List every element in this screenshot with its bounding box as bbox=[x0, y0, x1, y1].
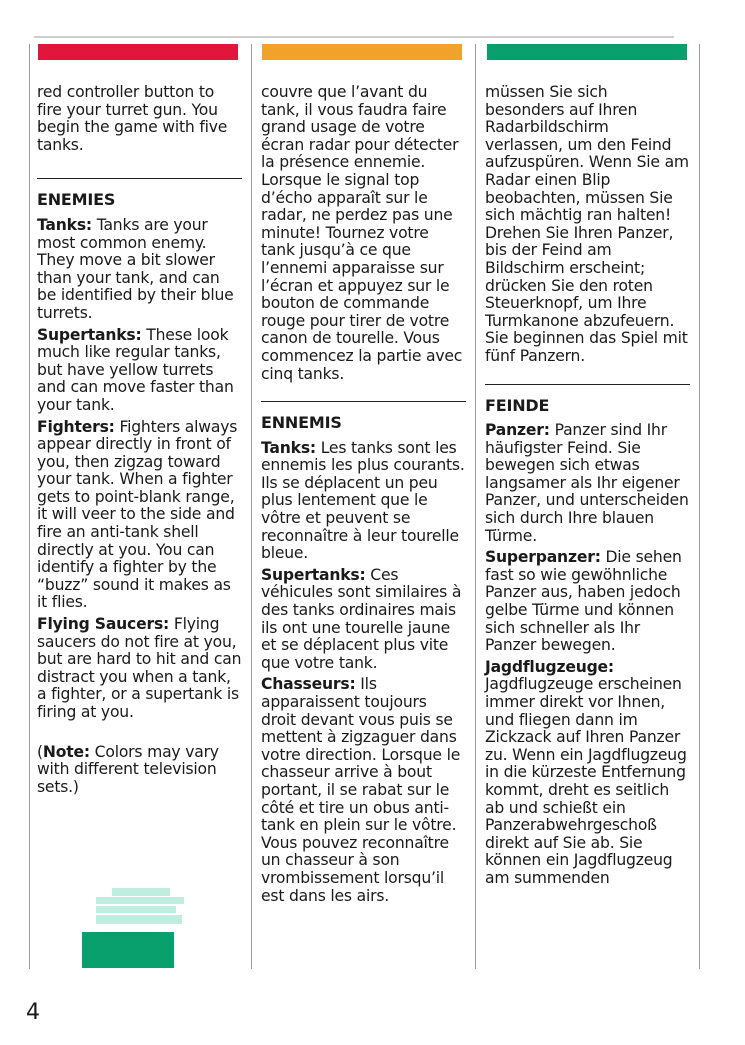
entry-supertanks-fr bbox=[261, 567, 466, 673]
note-text: Colors may vary with different television sets.) bbox=[37, 742, 219, 796]
german-intro: müssen Sie sich besonders auf Ihren Radarbildschirm verlassen, um den Feind aufzuspüren. Wenn Sie am Radar einen Blip beobachten, müssen Sie sich mächtig ran halten! Drehen Sie Ihren Panzer, bis der Feind am Bildschirm erscheint; drücken Sie den roten Steuerknopf, um Ihre Turmkanone abzufeuern. Sie beginnen das Spiel mit fünf Panzern. bbox=[485, 83, 689, 365]
french-column bbox=[261, 84, 466, 905]
entry-tanks-fr bbox=[261, 440, 466, 563]
entry-text: Jagdflugzeuge erscheinen immer direkt vor Ihnen, und fliegen dann im Zickzack auf Ihren Panzer zu. Wenn ein Jagdflugzeug in die kürzeste Entfernung kommt, dreht es seitlich ab und schießt ein Panzerabwehrgeschoß direkt auf Sie ab. Sie können ein Jagdflugzeug am summenden bbox=[485, 675, 687, 887]
entry-term: Tanks: bbox=[261, 438, 316, 457]
column-divider bbox=[29, 44, 30, 969]
entry-supertanks bbox=[37, 327, 242, 415]
entry-term: Flying Saucers: bbox=[37, 615, 170, 634]
column-divider bbox=[475, 44, 476, 969]
entry-text: Tanks are your most common enemy. They move a bit slower than your tank, and can be identified by their blue turrets. bbox=[37, 215, 234, 322]
column-divider bbox=[699, 44, 700, 969]
tank-illustration bbox=[82, 888, 202, 968]
top-rule bbox=[34, 36, 674, 38]
entry-text: Ils apparaissent toujours droit devant vous puis se mettent à zigzaguer dans votre direction. Lorsque le chasseur arrive à bout portant, il se rabat sur le côté et tire un obus anti-tank en plein sur le vôtre. Vous pouvez reconnaître un chasseur à son vrombissement lorsqu’il est dans les airs. bbox=[261, 675, 461, 905]
column-divider bbox=[251, 44, 252, 969]
red-header-bar bbox=[38, 44, 238, 60]
entry-panzer bbox=[485, 422, 690, 545]
tank-hull bbox=[82, 932, 174, 968]
english-intro: red controller button to fire your turret gun. You begin the game with five tanks. bbox=[37, 83, 228, 154]
entry-text: Die sehen fast so wie gewöhnliche Panzer aus, haben jedoch gelbe Türme und können sich schneller als Ihr Panzer bewegen. bbox=[485, 548, 682, 655]
entry-term: Panzer: bbox=[485, 421, 550, 440]
entry-text: Les tanks sont les ennemis les plus courants. Ils se déplacent un peu plus lentement que le vôtre et peuvent se reconnaître à leur tourelle bleue. bbox=[261, 438, 465, 563]
english-column bbox=[37, 84, 242, 796]
tank-turret-top bbox=[112, 888, 170, 896]
french-intro: couvre que l’avant du tank, il vous faudra faire grand usage de votre écran radar pour détecter la présence ennemie. Lorsque le signal top d’écho apparaît sur le radar, ne perdez pas une minute! Tournez votre tank jusqu’à ce que l’ennemi apparaisse sur l’écran et appuyez sur le bouton de commande rouge pour tirer de votre canon de tourelle. Vous commencez la partie avec cinq tanks. bbox=[261, 83, 463, 383]
entry-term: Superpanzer: bbox=[485, 548, 601, 567]
enemies-heading: ENEMIES bbox=[37, 178, 242, 209]
entry-fighters bbox=[37, 419, 242, 613]
orange-header-bar bbox=[262, 44, 462, 60]
entry-text: These look much like regular tanks, but have yellow turrets and can move faster than your tank. bbox=[37, 325, 234, 414]
entry-chasseurs bbox=[261, 676, 466, 905]
entry-jagdflugzeuge bbox=[485, 659, 690, 888]
green-header-bar bbox=[487, 44, 687, 60]
entry-term: Tanks: bbox=[37, 215, 92, 234]
note-term: Note: bbox=[42, 742, 90, 761]
note-paragraph bbox=[37, 744, 242, 797]
feinde-heading: FEINDE bbox=[485, 384, 690, 415]
entry-text: Fighters always appear directly in front of you, then zigzag toward your tank. When a fighter gets to point-blank range, it will veer to the side and fire an anti-tank shell directly at you. You can identify a fighter by the “buzz” sound it makes as it flies. bbox=[37, 417, 238, 612]
entry-tanks bbox=[37, 217, 242, 323]
entry-flying-saucers bbox=[37, 616, 242, 722]
entry-term: Supertanks: bbox=[261, 565, 366, 584]
entry-text: Panzer sind Ihr häufigster Feind. Sie bewegen sich etwas langsamer als Ihr eigener Panzer, und unterscheiden sich durch Ihre blauen Türme. bbox=[485, 421, 689, 545]
tank-gun-band bbox=[96, 906, 176, 913]
entry-term: Fighters: bbox=[37, 417, 115, 436]
tank-turret-band bbox=[96, 897, 184, 904]
ennemis-heading: ENNEMIS bbox=[261, 401, 466, 432]
entry-superpanzer bbox=[485, 549, 690, 655]
entry-term: Supertanks: bbox=[37, 325, 142, 344]
entry-text: Flying saucers do not fire at you, but are hard to hit and can distract you when a tank, a fighter, or a supertank is firing at you. bbox=[37, 615, 242, 721]
tank-body-band bbox=[96, 915, 182, 924]
german-column bbox=[485, 84, 690, 888]
page-number: 4 bbox=[26, 1000, 40, 1025]
entry-text: Ces véhicules sont similaires à des tanks ordinaires mais ils ont une tourelle jaune et se déplacent plus vite que votre tank. bbox=[261, 565, 462, 672]
entry-term: Jagdflugzeuge: bbox=[485, 657, 614, 676]
entry-term: Chasseurs: bbox=[261, 675, 356, 694]
note-open-paren: ( bbox=[37, 742, 43, 761]
